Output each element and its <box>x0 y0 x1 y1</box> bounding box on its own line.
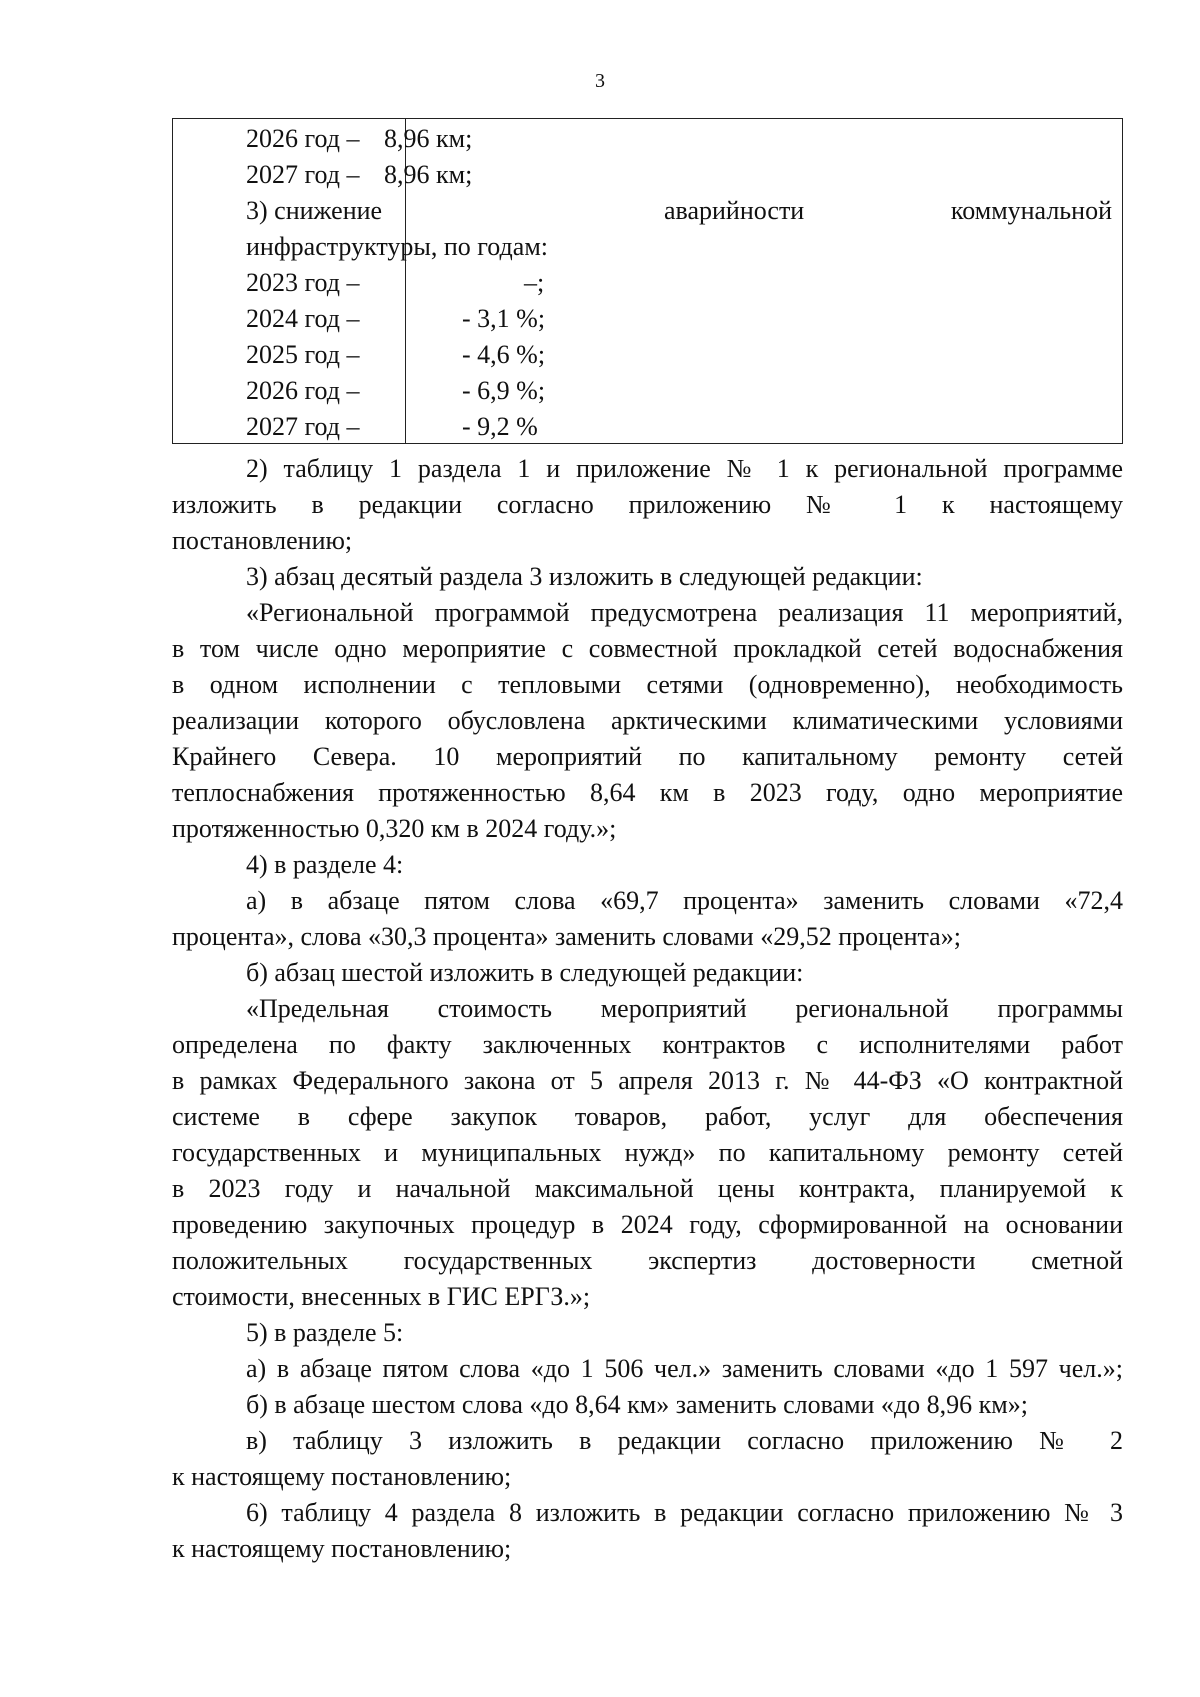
table-row-value: - 6,9 %; <box>462 376 546 405</box>
table-row-value: - 3,1 %; <box>462 304 546 333</box>
table-row-year: 2027 год – <box>246 412 360 441</box>
quote-line: проведению закупочных процедур в 2024 году, сформированной на основании <box>172 1210 1123 1239</box>
table-row-year: 2023 год – <box>246 268 360 297</box>
table-row-value: - 9,2 % <box>462 412 538 441</box>
quote-line: реализации которого обусловлена арктическими климатическими условиями <box>172 706 1123 735</box>
quote-line: в рамках Федерального закона от 5 апреля 2013 г. № 44-ФЗ «О контрактной <box>172 1066 1123 1095</box>
quote-line: теплоснабжения протяженностью 8,64 км в 2023 году, одно мероприятие <box>172 778 1123 807</box>
paragraph-line: 4) в разделе 4: <box>246 850 404 879</box>
table-row-year: 2024 год – <box>246 304 360 333</box>
quote-line: государственных и муниципальных нужд» по капитальному ремонту сетей <box>172 1138 1123 1167</box>
paragraph-line: 2) таблицу 1 раздела 1 и приложение № 1 к региональной программе <box>246 454 1123 483</box>
quote-line: стоимости, внесенных в ГИС ЕРГЗ.»; <box>172 1282 591 1311</box>
table-item3-word: аварийности <box>664 196 805 225</box>
table-row-value: –; <box>524 268 545 297</box>
paragraph-line: б) абзац шестой изложить в следующей редакции: <box>246 958 804 987</box>
paragraph-line: 6) таблицу 4 раздела 8 изложить в редакции согласно приложению № 3 <box>246 1498 1123 1527</box>
quote-line: положительных государственных экспертиз достоверности сметной <box>172 1246 1123 1275</box>
table-row-year: 2025 год – <box>246 340 360 369</box>
quote-line: «Региональной программой предусмотрена реализация 11 мероприятий, <box>246 598 1123 627</box>
table-item3-line: инфраструктуры, по годам: <box>246 232 548 261</box>
paragraph-line: а) в абзаце пятом слова «до 1 506 чел.» заменить словами «до 1 597 чел.»; <box>246 1354 1123 1383</box>
paragraph-line: в) таблицу 3 изложить в редакции согласно приложению № 2 <box>246 1426 1123 1455</box>
quote-line: системе в сфере закупок товаров, работ, услуг для обеспечения <box>172 1102 1123 1131</box>
quote-line: определена по факту заключенных контрактов с исполнителями работ <box>172 1030 1123 1059</box>
table-item3-word: 3) снижение <box>246 196 383 225</box>
paragraph-line: процента», слова «30,3 процента» заменить словами «29,52 процента»; <box>172 922 961 951</box>
quote-line: в одном исполнении с тепловыми сетями (одновременно), необходимость <box>172 670 1123 699</box>
paragraph-line: изложить в редакции согласно приложению № 1 к настоящему <box>172 490 1123 519</box>
table-row-value: 8,96 км; <box>384 124 473 153</box>
quote-line: в 2023 году и начальной максимальной цены контракта, планируемой к <box>172 1174 1123 1203</box>
table-row-value: - 4,6 %; <box>462 340 546 369</box>
quote-line: «Предельная стоимость мероприятий региональной программы <box>246 994 1123 1023</box>
paragraph-line: 3) абзац десятый раздела 3 изложить в следующей редакции: <box>246 562 923 591</box>
paragraph-line: постановлению; <box>172 526 353 555</box>
page-number: 3 <box>595 70 605 92</box>
quote-line: в том числе одно мероприятие с совместной прокладкой сетей водоснабжения <box>172 634 1123 663</box>
quote-line: Крайнего Севера. 10 мероприятий по капитальному ремонту сетей <box>172 742 1123 771</box>
paragraph-line: а) в абзаце пятом слова «69,7 процента» заменить словами «72,4 <box>246 886 1123 915</box>
table-row-year: 2026 год – <box>246 124 360 153</box>
paragraph-line: б) в абзаце шестом слова «до 8,64 км» заменить словами «до 8,96 км»; <box>246 1390 1028 1419</box>
table-row-year: 2026 год – <box>246 376 360 405</box>
table-row-year: 2027 год – <box>246 160 360 189</box>
paragraph-line: к настоящему постановлению; <box>172 1462 512 1491</box>
table-item3-word: коммунальной <box>950 196 1112 225</box>
table-row-value: 8,96 км; <box>384 160 473 189</box>
paragraph-line: к настоящему постановлению; <box>172 1534 512 1563</box>
paragraph-line: 5) в разделе 5: <box>246 1318 404 1347</box>
quote-line: протяженностью 0,320 км в 2024 году.»; <box>172 814 617 843</box>
